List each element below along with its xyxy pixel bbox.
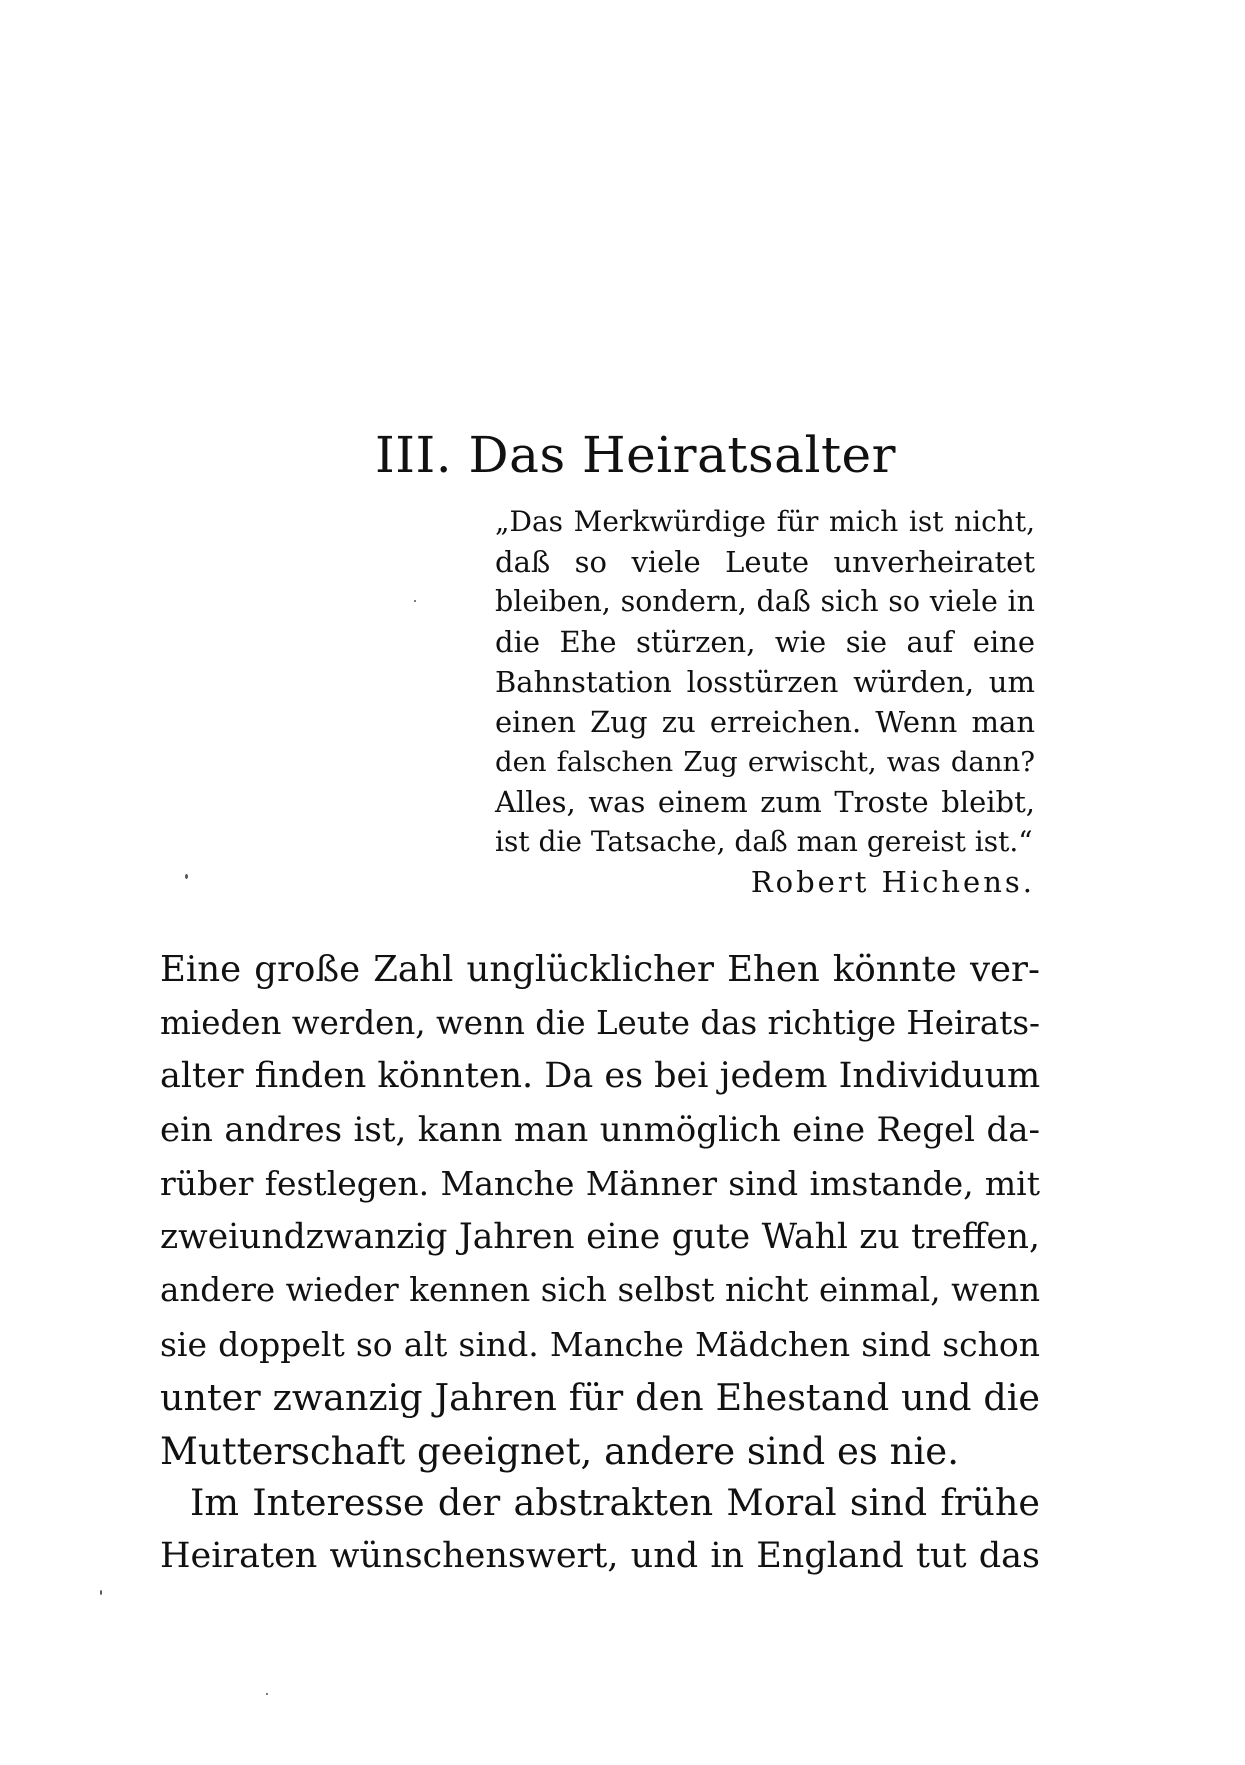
body-line: Heiraten wünschenswert, und in England tut das — [160, 1535, 1040, 1576]
epigraph-line: Alles, was einem zum Troste bleibt, — [495, 785, 1035, 819]
scan-speck — [185, 874, 188, 879]
scan-speck — [414, 600, 416, 602]
epigraph-line: die Ehe stürzen, wie sie auf eine — [495, 625, 1035, 659]
paragraph-2 — [160, 1476, 1040, 1583]
epigraph-line: einen Zug zu erreichen. Wenn man — [495, 705, 1035, 739]
body-line: sie doppelt so alt sind. Manche Mädchen sind schon — [160, 1324, 1040, 1364]
body-line: unter zwanzig Jahren für den Ehestand und die — [160, 1376, 1040, 1419]
epigraph-author: Robert Hichens. — [750, 865, 1035, 899]
epigraph — [495, 502, 1035, 902]
epigraph-line: den falschen Zug erwischt, was dann? — [495, 746, 1035, 778]
epigraph-line: Bahnstation losstürzen würden, um — [495, 665, 1035, 699]
body-line: mieden werden, wenn die Leute das richtige Heirats- — [160, 1003, 1041, 1042]
epigraph-line: ist die Tatsache, daß man gereist ist.“ — [495, 825, 1033, 858]
body-line: Im Interesse der abstrakten Moral sind frühe — [190, 1481, 1040, 1524]
scan-speck — [100, 1590, 102, 1595]
paragraph-1 — [160, 943, 1040, 1478]
scan-speck — [266, 1693, 268, 1695]
body-line: alter finden könnten. Da es bei jedem Individuum — [160, 1056, 1041, 1096]
body-line: rüber festlegen. Manche Männer sind imstande, mit — [160, 1164, 1040, 1203]
chapter-title: III. Das Heiratsalter — [375, 426, 897, 484]
body-line: andere wieder kennen sich selbst nicht einmal, wenn — [160, 1271, 1040, 1309]
body-line: zweiundzwanzig Jahren eine gute Wahl zu treffen, — [160, 1216, 1040, 1257]
body-line: Eine große Zahl unglücklicher Ehen könnte ver- — [160, 949, 1040, 990]
epigraph-line: bleiben, sondern, daß sich so viele in — [495, 585, 1035, 618]
body-line: ein andres ist, kann man unmöglich eine Regel da- — [160, 1109, 1040, 1150]
body-line: Mutterschaft geeignet, andere sind es nie. — [160, 1429, 959, 1473]
epigraph-line: „Das Merkwürdige für mich ist nicht, — [495, 505, 1035, 538]
epigraph-line: daß so viele Leute unverheiratet — [495, 545, 1035, 579]
